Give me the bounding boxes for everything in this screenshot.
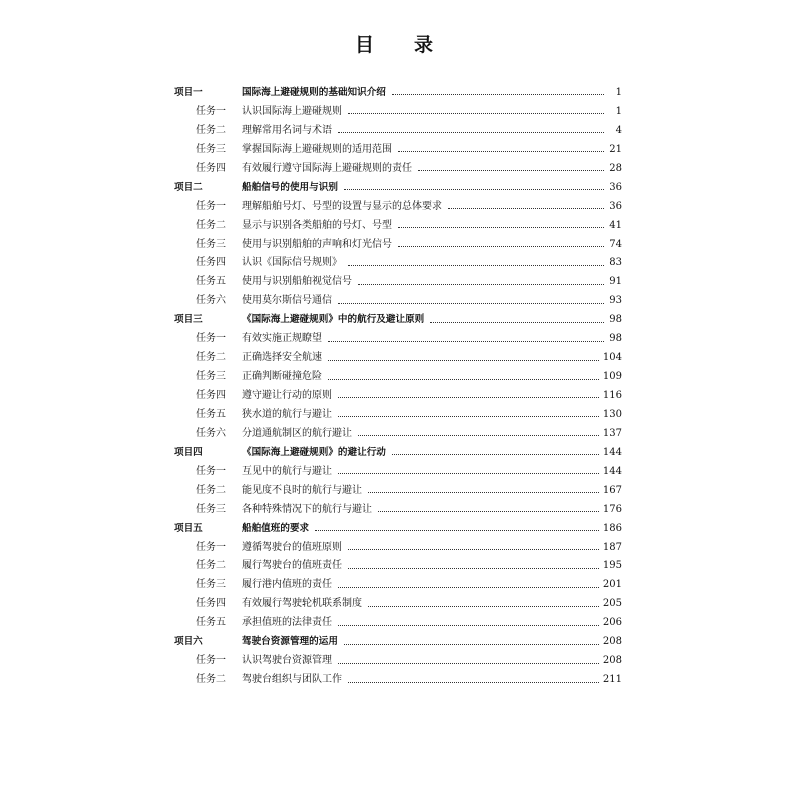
toc-entry-title: 《国际海上避碰规则》中的航行及避让原则 <box>242 314 425 326</box>
toc-entry-number: 任务四 <box>196 257 226 269</box>
toc-page-number: 98 <box>609 314 622 326</box>
toc-page-number: 93 <box>609 295 622 307</box>
toc-page-number: 144 <box>602 446 622 458</box>
toc-entry-title: 履行港内值班的责任 <box>242 579 332 591</box>
toc-page-number: 116 <box>602 390 622 401</box>
toc-page-number: 83 <box>609 257 622 269</box>
toc-page-number: 41 <box>609 219 622 231</box>
toc-task-entry[interactable] <box>174 217 622 236</box>
toc-leader-dots <box>328 359 599 361</box>
toc-leader-dots <box>430 321 604 323</box>
toc-entry-number: 项目三 <box>174 314 203 326</box>
toc-entry-number: 任务四 <box>196 162 226 174</box>
toc-entry-number: 任务一 <box>196 541 226 553</box>
toc-task-entry[interactable] <box>174 425 622 444</box>
toc-task-entry[interactable] <box>174 330 622 349</box>
page-title <box>0 30 790 57</box>
toc-entry-number: 任务三 <box>196 143 226 155</box>
toc-leader-dots <box>392 453 599 455</box>
toc-entry-title: 认识《国际信号规则》 <box>242 257 342 269</box>
toc-entry-number: 项目六 <box>174 636 203 648</box>
toc-entry-title: 承担值班的法律责任 <box>242 617 332 629</box>
toc-entry-number: 任务五 <box>196 617 226 629</box>
toc-leader-dots <box>368 605 599 607</box>
toc-entry-number: 任务二 <box>196 560 226 572</box>
toc-entry-number: 任务二 <box>196 124 226 136</box>
toc-entry-number: 任务二 <box>196 484 226 496</box>
toc-task-entry[interactable] <box>174 482 622 501</box>
toc-entry-title: 使用莫尔斯信号通信 <box>242 295 332 307</box>
toc-entry-title: 驾驶台资源管理的运用 <box>242 636 338 648</box>
toc-entry-number: 任务一 <box>196 655 226 667</box>
toc-leader-dots <box>328 340 604 342</box>
toc-project-entry[interactable] <box>174 179 622 198</box>
toc-entry-number: 项目二 <box>174 181 203 193</box>
toc-entry-number: 任务一 <box>196 200 226 212</box>
toc-entry-title: 国际海上避碰规则的基础知识介绍 <box>242 87 386 98</box>
toc-leader-dots <box>378 510 599 512</box>
toc-page-number: 104 <box>602 352 622 364</box>
toc-page-number: 208 <box>602 655 622 667</box>
toc-entry-number: 任务一 <box>196 333 226 345</box>
toc-leader-dots <box>358 434 599 436</box>
toc-entry-title: 驾驶台组织与团队工作 <box>242 674 342 686</box>
toc-entry-title: 有效履行驾驶轮机联系制度 <box>242 598 362 610</box>
toc-entry-title: 理解船舶号灯、号型的设置与显示的总体要求 <box>242 200 442 212</box>
toc-page-number: 205 <box>602 598 622 610</box>
toc-task-entry[interactable] <box>174 254 622 273</box>
toc-project-entry[interactable] <box>174 84 622 103</box>
toc-leader-dots <box>338 662 599 664</box>
toc-page-number: 211 <box>602 674 622 686</box>
toc-entry-title: 互见中的航行与避让 <box>242 465 332 477</box>
toc-task-entry[interactable] <box>174 671 622 690</box>
toc-page-number: 208 <box>602 636 622 648</box>
toc-entry-number: 任务二 <box>196 219 226 231</box>
page-title-char-2: 录 <box>414 34 436 56</box>
toc-leader-dots <box>344 643 599 645</box>
toc-leader-dots <box>348 264 604 266</box>
toc-task-entry[interactable] <box>174 160 622 179</box>
toc-entry-title: 有效履行遵守国际海上避碰规则的责任 <box>242 162 412 174</box>
toc-entry-title: 船舶值班的要求 <box>242 522 310 534</box>
toc-leader-dots <box>338 624 599 626</box>
toc-task-entry[interactable] <box>174 273 622 292</box>
toc-task-entry[interactable] <box>174 103 622 122</box>
toc-entry-number: 任务六 <box>196 427 226 439</box>
toc-project-entry[interactable] <box>174 633 622 652</box>
toc-leader-dots <box>392 93 604 95</box>
toc-entry-title: 认识驾驶台资源管理 <box>242 655 332 667</box>
toc-task-entry[interactable] <box>174 463 622 482</box>
toc-leader-dots <box>398 245 604 247</box>
toc-page-number: 36 <box>609 200 622 212</box>
toc-task-entry[interactable] <box>174 501 622 520</box>
toc-task-entry[interactable] <box>174 122 622 141</box>
toc-entry-title: 《国际海上避碰规则》的避让行动 <box>242 446 386 458</box>
toc-page-number: 167 <box>602 484 622 496</box>
toc-entry-number: 任务三 <box>196 579 226 591</box>
toc-page-number: 176 <box>602 503 622 515</box>
toc-entry-title: 遵守避让行动的原则 <box>242 390 332 401</box>
toc-entry-number: 任务三 <box>196 238 226 250</box>
toc-entry-number: 任务六 <box>196 295 226 307</box>
toc-entry-title: 正确选择安全航速 <box>242 352 322 364</box>
toc-project-entry[interactable] <box>174 520 622 539</box>
toc-page-number: 28 <box>609 162 622 174</box>
toc-entry-title: 履行驾驶台的值班责任 <box>242 560 342 572</box>
toc-page-number: 201 <box>602 579 622 591</box>
toc-leader-dots <box>448 207 604 209</box>
toc-entry-title: 使用与识别船舶的声响和灯光信号 <box>242 238 392 250</box>
toc-page-number: 4 <box>615 124 622 136</box>
toc-page-number: 1 <box>615 105 622 117</box>
toc-entry-number: 项目一 <box>174 87 203 98</box>
toc-entry-title: 船舶信号的使用与识别 <box>242 181 338 193</box>
toc-page-number: 109 <box>602 371 622 383</box>
toc-entry-title: 分道通航制区的航行避让 <box>242 427 352 439</box>
toc-leader-dots <box>398 150 604 152</box>
toc-entry-title: 正确判断碰撞危险 <box>242 371 322 383</box>
toc-task-entry[interactable] <box>174 349 622 368</box>
toc-leader-dots <box>338 586 599 588</box>
toc-entry-title: 理解常用名词与术语 <box>242 124 332 136</box>
toc-page-number: 98 <box>609 333 622 345</box>
table-of-contents <box>174 84 622 690</box>
toc-page-number: 21 <box>609 143 622 155</box>
toc-task-entry[interactable] <box>174 595 622 614</box>
toc-entry-number: 任务一 <box>196 465 226 477</box>
toc-entry-title: 能见度不良时的航行与避让 <box>242 484 362 496</box>
toc-task-entry[interactable] <box>174 539 622 558</box>
toc-leader-dots <box>344 188 604 190</box>
toc-page-number: 36 <box>609 181 622 193</box>
toc-task-entry[interactable] <box>174 614 622 633</box>
toc-entry-number: 任务五 <box>196 408 226 420</box>
toc-entry-title: 认识国际海上避碰规则 <box>242 105 342 117</box>
toc-leader-dots <box>348 112 604 114</box>
toc-leader-dots <box>348 567 599 569</box>
page-title-char-1: 目 <box>354 34 376 56</box>
toc-leader-dots <box>418 169 604 171</box>
toc-leader-dots <box>348 548 599 550</box>
toc-task-entry[interactable] <box>174 236 622 255</box>
toc-task-entry[interactable] <box>174 652 622 671</box>
toc-leader-dots <box>338 302 604 304</box>
toc-entry-title: 狭水道的航行与避让 <box>242 408 332 420</box>
toc-leader-dots <box>398 226 604 228</box>
toc-task-entry[interactable] <box>174 368 622 387</box>
toc-project-entry[interactable] <box>174 311 622 330</box>
toc-leader-dots <box>338 396 599 398</box>
toc-task-entry[interactable] <box>174 292 622 311</box>
toc-leader-dots <box>338 131 604 133</box>
toc-entry-title: 各种特殊情况下的航行与避让 <box>242 503 372 515</box>
toc-entry-title: 有效实施正规瞭望 <box>242 333 322 345</box>
toc-task-entry[interactable] <box>174 557 622 576</box>
toc-task-entry[interactable] <box>174 387 622 406</box>
toc-leader-dots <box>315 529 599 531</box>
toc-entry-number: 任务四 <box>196 390 226 401</box>
toc-page-number: 206 <box>602 617 622 629</box>
toc-page-number: 187 <box>602 541 622 553</box>
toc-task-entry[interactable] <box>174 406 622 425</box>
toc-entry-number: 任务三 <box>196 371 226 383</box>
toc-page-number: 195 <box>602 560 622 572</box>
toc-leader-dots <box>338 415 599 417</box>
toc-entry-title: 使用与识别船舶视觉信号 <box>242 276 352 288</box>
toc-leader-dots <box>368 491 599 493</box>
toc-entry-number: 任务四 <box>196 598 226 610</box>
toc-page-number: 74 <box>609 238 622 250</box>
toc-entry-title: 掌握国际海上避碰规则的适用范围 <box>242 143 392 155</box>
toc-leader-dots <box>358 283 604 285</box>
toc-entry-number: 任务五 <box>196 276 226 288</box>
toc-leader-dots <box>328 378 599 380</box>
toc-page-number: 186 <box>602 522 622 534</box>
toc-page-number: 130 <box>602 408 622 420</box>
toc-page-number: 91 <box>609 276 622 288</box>
toc-leader-dots <box>338 472 599 474</box>
toc-entry-title: 显示与识别各类船舶的号灯、号型 <box>242 219 392 231</box>
toc-page-number: 137 <box>602 427 622 439</box>
toc-entry-number: 任务二 <box>196 352 226 364</box>
toc-task-entry[interactable] <box>174 141 622 160</box>
toc-project-entry[interactable] <box>174 444 622 463</box>
toc-task-entry[interactable] <box>174 576 622 595</box>
toc-page-number: 144 <box>602 465 622 477</box>
toc-entry-number: 项目四 <box>174 446 203 458</box>
toc-entry-number: 任务一 <box>196 105 226 117</box>
toc-task-entry[interactable] <box>174 198 622 217</box>
toc-entry-title: 遵循驾驶台的值班原则 <box>242 541 342 553</box>
toc-page-number: 1 <box>615 87 622 98</box>
toc-leader-dots <box>348 681 599 683</box>
toc-entry-number: 任务二 <box>196 674 226 686</box>
toc-entry-number: 任务三 <box>196 503 226 515</box>
toc-entry-number: 项目五 <box>174 522 203 534</box>
